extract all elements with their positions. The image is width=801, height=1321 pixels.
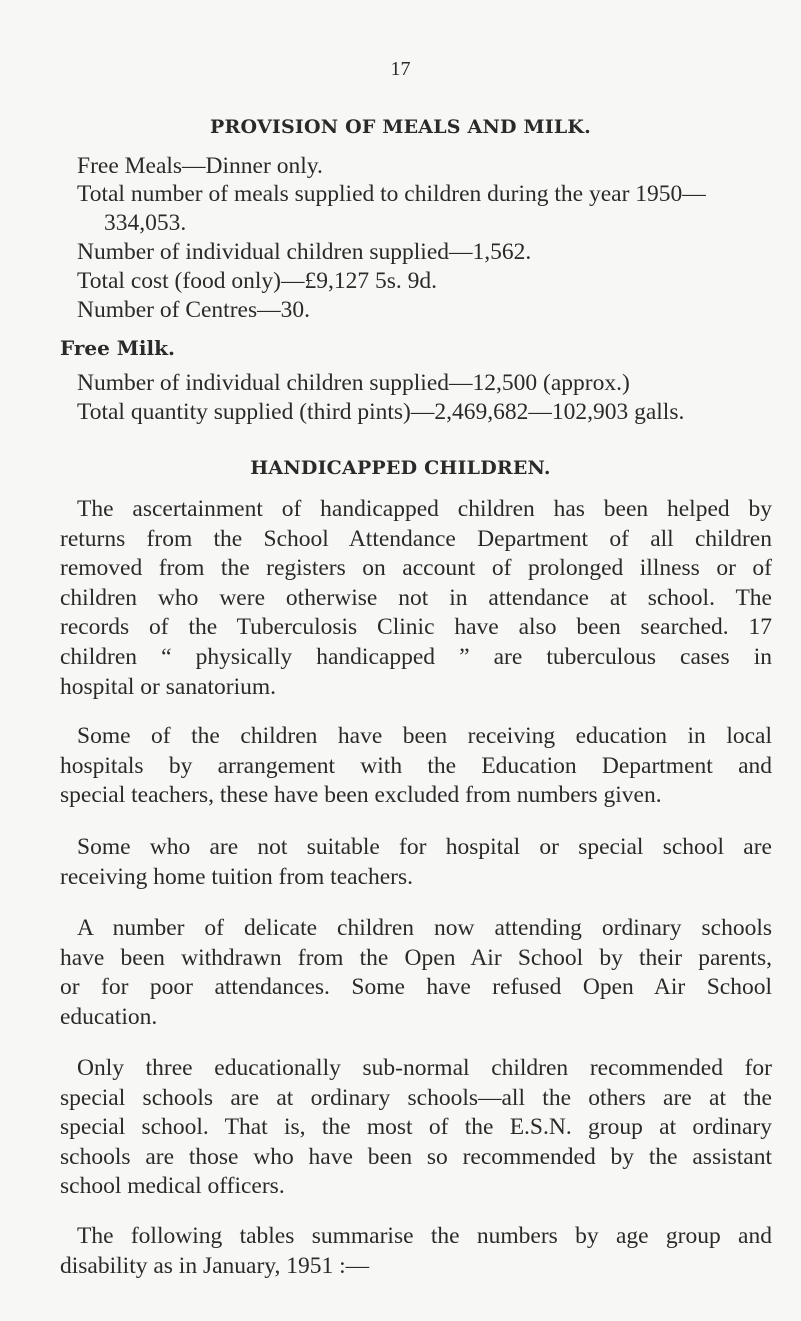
meals-line: Free Meals—Dinner only. xyxy=(77,153,323,179)
page-number: 17 xyxy=(390,58,411,80)
paragraph-following-tables xyxy=(60,1222,772,1281)
meals-line: Total number of meals supplied to children during the year 1950— xyxy=(77,181,706,207)
text-line: special schools are at ordinary schools—all the others are at the xyxy=(60,1084,772,1111)
handicapped-heading: HANDICAPPED CHILDREN. xyxy=(250,457,551,479)
paragraph-delicate-children xyxy=(60,914,772,1032)
text-line: hospitals by arrangement with the Education Department and xyxy=(60,752,772,779)
text-line: education. xyxy=(60,1003,158,1030)
text-line: Only three educationally sub-normal children recommended for xyxy=(77,1055,772,1081)
text-line: Some who are not suitable for hospital or special school are xyxy=(77,834,772,860)
paragraph-home-tuition xyxy=(60,833,772,892)
paragraph-local-hospitals xyxy=(60,722,772,811)
meals-line: 334,053. xyxy=(104,210,187,236)
text-line: Some of the children have been receiving education in local xyxy=(77,723,772,749)
meals-heading: PROVISION OF MEALS AND MILK. xyxy=(210,116,591,138)
text-line: The ascertainment of handicapped children has been helped by xyxy=(77,496,772,522)
text-line: removed from the registers on account of prolonged illness or of xyxy=(60,555,772,582)
text-line: receiving home tuition from teachers. xyxy=(60,863,414,890)
text-line: hospital or sanatorium. xyxy=(60,673,277,700)
paragraph-sub-normal xyxy=(60,1054,772,1202)
text-line: The following tables summarise the numbers by age group and xyxy=(77,1223,772,1249)
text-line: records of the Tuberculosis Clinic have also been searched. 17 xyxy=(60,614,772,641)
text-line: special school. That is, the most of the E.S.N. group at ordinary xyxy=(60,1114,772,1141)
text-line: children who were otherwise not in attendance at school. The xyxy=(60,584,772,611)
milk-line: Total quantity supplied (third pints)—2,469,682—102,903 galls. xyxy=(77,399,685,425)
milk-heading: Free Milk. xyxy=(60,336,175,360)
text-line: A number of delicate children now attending ordinary schools xyxy=(77,915,772,941)
text-line: returns from the School Attendance Department of all children xyxy=(60,525,772,552)
text-line: schools are those who have been so recommended by the assistant xyxy=(60,1143,772,1170)
meals-line: Total cost (food only)—£9,127 5s. 9d. xyxy=(77,268,437,294)
milk-line: Number of individual children supplied—12,500 (approx.) xyxy=(77,370,630,396)
text-line: have been withdrawn from the Open Air School by their parents, xyxy=(60,944,772,971)
meals-line: Number of Centres—30. xyxy=(77,297,310,323)
text-line: special teachers, these have been excluded from numbers given. xyxy=(60,782,662,809)
text-line: disability as in January, 1951 :— xyxy=(60,1252,370,1279)
text-line: or for poor attendances. Some have refused Open Air School xyxy=(60,974,772,1001)
text-line: school medical officers. xyxy=(60,1173,285,1200)
paragraph-ascertainment xyxy=(60,495,772,702)
text-line: children “ physically handicapped ” are tuberculous cases in xyxy=(60,643,772,670)
meals-line: Number of individual children supplied—1,562. xyxy=(77,239,532,265)
